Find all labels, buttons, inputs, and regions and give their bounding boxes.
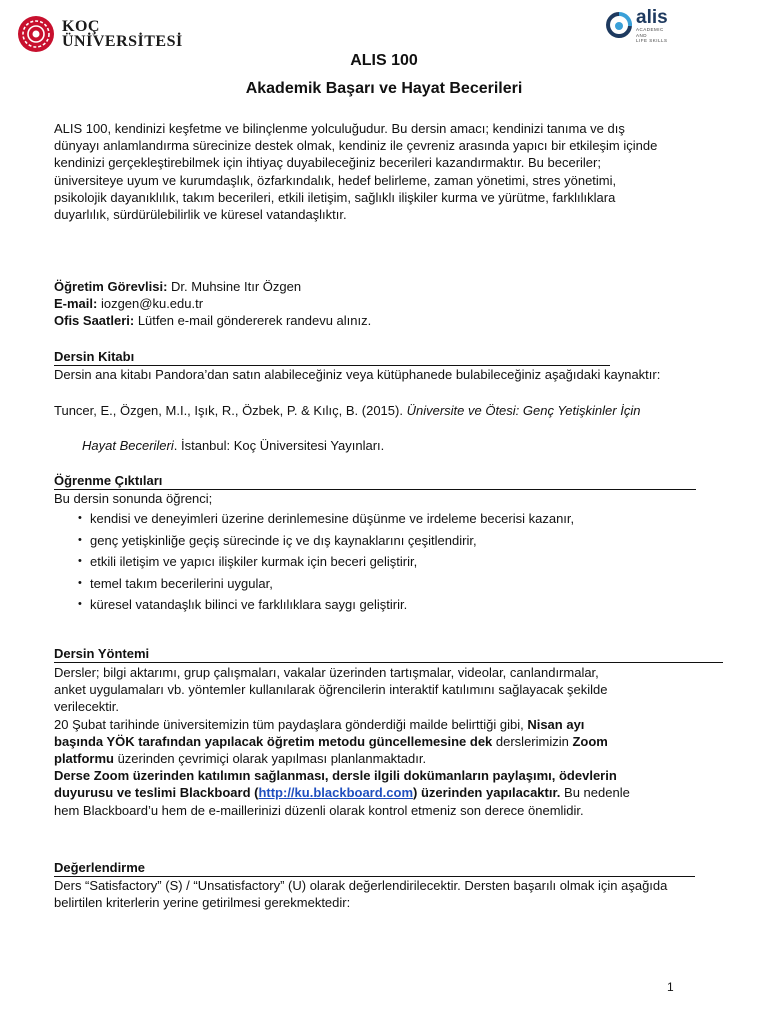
alis-logo-sub3: LIFE SKILLS (636, 38, 668, 43)
contact-block (54, 278, 754, 330)
alis-logo-sub2: AND (636, 32, 648, 38)
method-line (54, 716, 754, 733)
outcome-text: genç yetişkinliğe geçiş sürecinde iç ve dış kaynaklarını çeşitlendirir, (90, 532, 477, 548)
method-bold-text: Nisan ayı (527, 716, 585, 732)
outcome-text: temel takım becerilerini uygular, (90, 575, 273, 591)
evaluation-paragraph (54, 877, 754, 911)
outcome-text: kendisi ve deneyimleri üzerine derinlemesine düşünme ve irdeleme becerisi kazanır, (90, 511, 575, 526)
intro-line: ALIS 100, kendinizi keşfetme ve bilinçlenme yolculuğudur. Bu dersin amacı; kendinizi tanıma ve dış (54, 121, 625, 136)
method-line (54, 733, 754, 750)
reference-title-part1: Üniversite ve Ötesi: Genç Yetişkinler İçin (406, 403, 641, 418)
intro-line: kendinizi gerçekleştirebilmek için ihtiyaç duyabileceğiniz becerileri kazandırmaktır. Bu beceriler; (54, 155, 601, 171)
method-line: anket uygulamaları vb. yöntemler kullanılarak öğrencilerin interaktif katılımını sağlayacak şekilde (54, 682, 608, 698)
reference-authors: Tuncer, E., Özgen, M.I., Işık, R., Özbek, P. & Kılıç, B. (2015). (54, 403, 407, 418)
alis-logo-word: alis (636, 7, 668, 28)
intro-line: psikolojik dayanıklılık, takım becerileri, etkili iletişim, sağlıklı ilişkiler kurma ve yürütme, farklılıklara (54, 189, 616, 205)
intro-paragraph (54, 120, 754, 223)
outcome-text: etkili iletişim ve yapıcı ilişkiler kurmak için beceri geliştirir, (90, 554, 418, 569)
instructor-row (54, 278, 754, 295)
instructor-value: Dr. Muhsine Itır Özgen (167, 279, 302, 294)
method-line: hem Blackboard’u hem de e-maillerinizi düzenli olarak kontrol etmeniz son derece önemlidir. (54, 802, 584, 818)
alis-logo (606, 8, 668, 44)
intro-line: dünyayı anlamlandırma sürecinize destek olmak, kendiniz ile çevreniz arasında yapıcı bir etkileşim içinde (54, 138, 658, 154)
outcomes-list (54, 508, 574, 616)
method-line: Derse Zoom üzerinden katılımın sağlanması, dersle ilgili dokümanların paylaşımı, ödevlerin (54, 768, 617, 784)
office-hours-label: Ofis Saatleri: (54, 313, 135, 329)
method-line: verilecektir. (54, 699, 120, 715)
list-item (54, 508, 574, 530)
intro-line: üniversiteye uyum ve kurumdaşlık, özfarkındalık, hedef belirleme, zaman yönetimi, stres yönetimi, (54, 172, 617, 188)
blackboard-link[interactable]: http://ku.blackboard.com (258, 785, 414, 801)
koc-emblem-icon (16, 14, 56, 54)
method-bold-text: duyurusu ve teslimi Blackboard ( (54, 785, 259, 801)
koc-logo-line2: ÜNİVERSİTESİ (62, 33, 183, 50)
office-hours-row (54, 312, 754, 329)
reference-publisher: . İstanbul: Koç Üniversitesi Yayınları. (173, 438, 385, 453)
method-paragraph (54, 664, 754, 819)
instructor-label: Öğretim Görevlisi: (54, 279, 168, 294)
email-value[interactable]: iozgen@ku.edu.tr (97, 296, 204, 312)
method-bold-text: Zoom (572, 733, 608, 749)
method-line: Dersler; bilgi aktarımı, grup çalışmaları, vakalar üzerinden tartışmalar, videolar, canlandırmalar, (54, 665, 599, 680)
reference-title-part2: Hayat Becerileri (82, 438, 174, 453)
list-item (54, 573, 574, 595)
list-item (54, 594, 574, 616)
bullet-icon: • (78, 533, 82, 546)
evaluation-line: belirtilen kriterlerin yerine getirilmesi gerekmektedir: (54, 895, 351, 911)
koc-university-logo (16, 14, 183, 54)
bullet-icon: • (78, 512, 82, 524)
method-bold-text: ) üzerinden yapılacaktır. (413, 785, 561, 801)
course-name-title: Akademik Başarı ve Hayat Becerileri (245, 80, 523, 97)
alis-emblem-icon (606, 12, 632, 40)
textbook-reference-line2 (82, 437, 768, 454)
method-line (54, 784, 754, 801)
bullet-icon: • (78, 576, 82, 589)
email-label: E-mail: (54, 296, 98, 312)
koc-logo-line1: KOÇ (62, 18, 100, 35)
alis-logo-sub1: ACADEMIC (636, 27, 664, 32)
bullet-icon: • (78, 598, 82, 610)
method-bold-text: platformu (54, 751, 114, 767)
method-heading: Dersin Yöntemi (54, 646, 723, 663)
course-code-title: ALIS 100 (350, 52, 418, 69)
evaluation-line: Ders “Satisfactory” (S) / “Unsatisfactory” (U) olarak değerlendirilecektir. Dersten başarılı olmak için aşağıda (54, 878, 668, 893)
textbook-reference-line1 (54, 402, 754, 419)
outcome-text: küresel vatandaşlık bilinci ve farklılıklara saygı geliştirir. (90, 597, 408, 612)
intro-line: duyarlılık, sürdürülebilirlik ve küresel vatandaşlıktır. (54, 207, 347, 223)
bullet-icon: • (78, 555, 82, 567)
method-bold-text: başında YÖK tarafından yapılacak öğretim metodu güncellemesine dek (54, 733, 493, 749)
office-hours-value: Lütfen e-mail göndererek randevu alınız. (134, 313, 372, 329)
outcomes-heading: Öğrenme Çıktıları (54, 473, 696, 490)
list-item (54, 551, 574, 573)
method-line (54, 750, 754, 767)
method-text: derslerimizin (492, 733, 573, 749)
method-text: Bu nedenle (560, 785, 630, 801)
page-number: 1 (667, 980, 674, 994)
outcomes-intro: Bu dersin sonunda öğrenci; (54, 491, 213, 506)
email-row (54, 295, 754, 312)
textbook-heading: Dersin Kitabı (54, 349, 610, 366)
list-item (54, 530, 574, 552)
method-text: üzerinden çevrimiçi olarak yapılması planlanmaktadır. (113, 751, 427, 767)
textbook-line: Dersin ana kitabı Pandora’dan satın alabileceğiniz veya kütüphanede bulabileceğiniz aşağıdaki kaynaktır: (54, 367, 661, 382)
evaluation-heading: Değerlendirme (54, 860, 695, 877)
method-text: 20 Şubat tarihinde üniversitemizin tüm paydaşlara gönderdiği mailde belirttiği gibi, (54, 716, 528, 732)
